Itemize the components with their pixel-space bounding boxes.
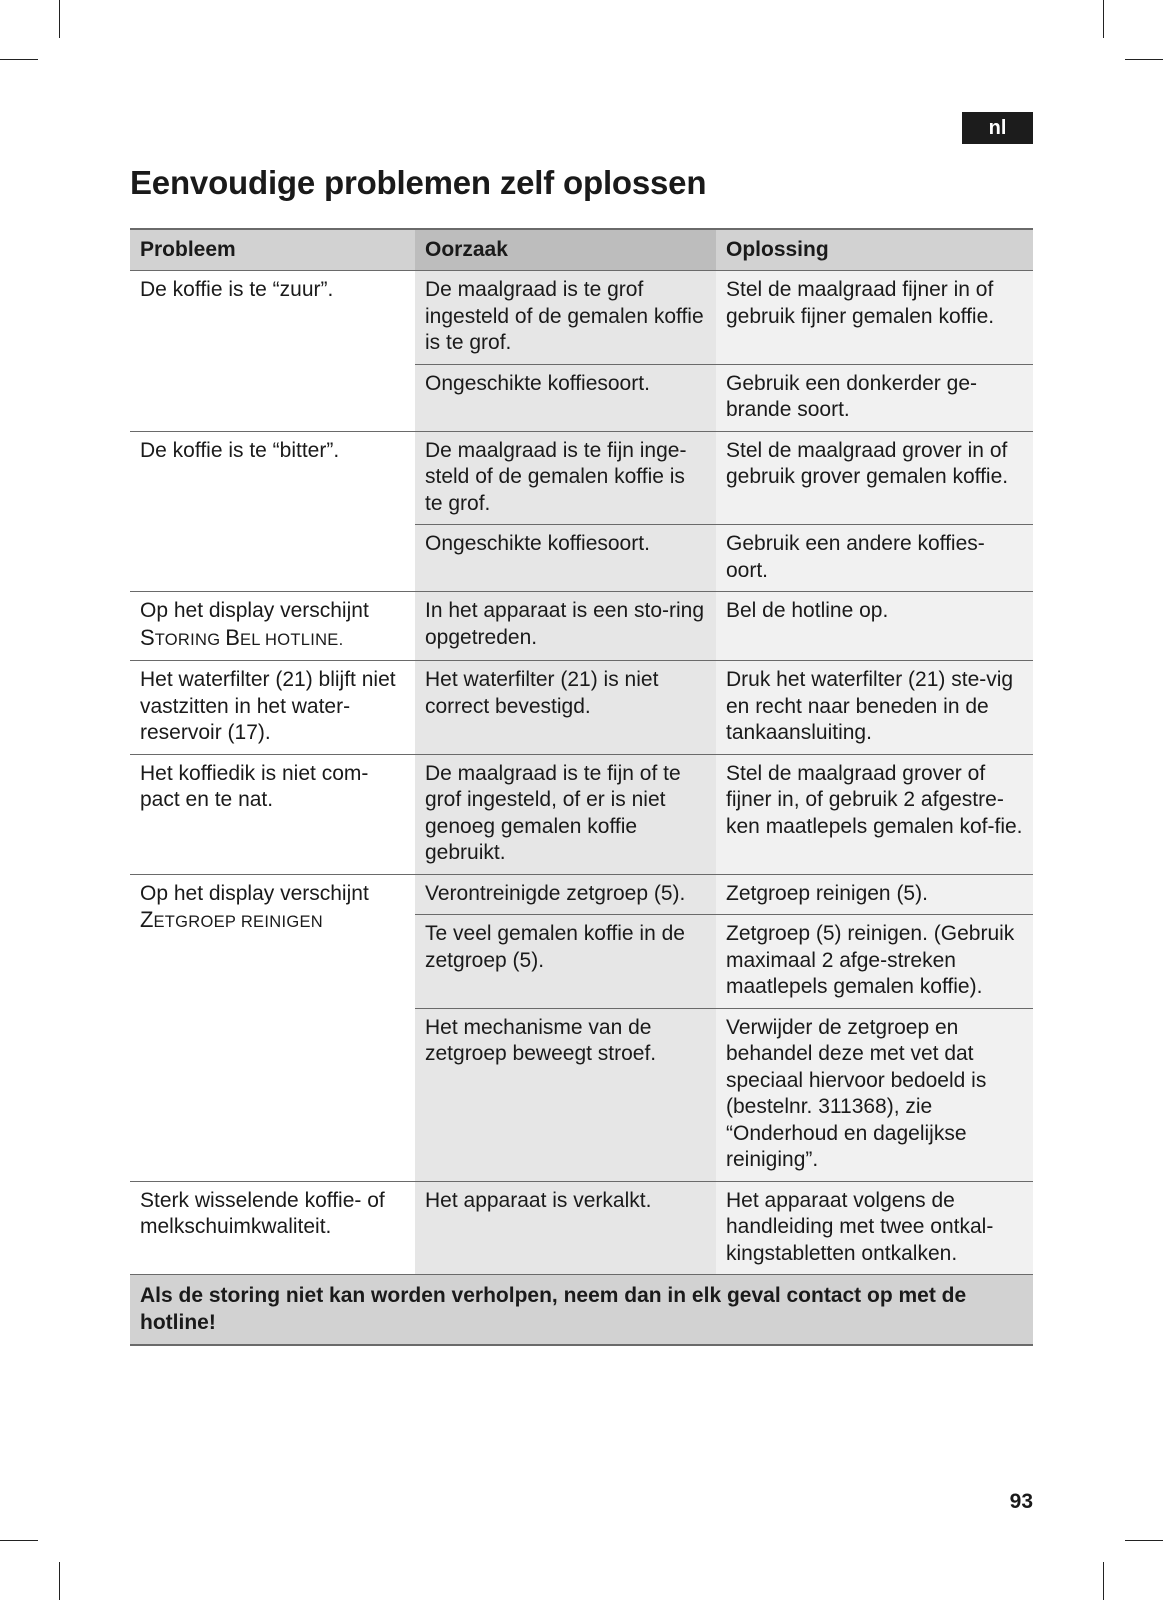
cause-cell: Verontreinigde zetgroep (5). [415,874,716,915]
crop-mark [1103,0,1104,38]
problem-cell: De koffie is te “zuur”. [130,271,415,432]
problem-cell: Het waterfilter (21) blijft niet vastzitten in het water-reservoir (17). [130,661,415,755]
troubleshooting-table [130,228,1033,1346]
solution-cell: Gebruik een donkerder ge-brande soort. [716,364,1033,431]
solution-cell: Zetgroep reinigen (5). [716,874,1033,915]
display-message: STORING BEL HOTLINE. [140,624,344,650]
table-row [130,271,1033,365]
language-badge: nl [962,112,1033,144]
crop-mark [1125,1540,1163,1541]
table-row [130,431,1033,525]
page-number: 93 [1009,1490,1033,1513]
table-row [130,661,1033,755]
solution-cell: Stel de maalgraad grover in of gebruik grover gemalen koffie. [716,431,1033,525]
solution-cell: Verwijder de zetgroep en behandel deze met vet dat speciaal hiervoor bedoeld is (bestelnr. 311368), zie “Onderhoud en dagelijkse reiniging”. [716,1008,1033,1181]
table-header-row [130,229,1033,271]
solution-cell: Stel de maalgraad grover of fijner in, of gebruik 2 afgestre-ken maatlepels gemalen kof-fie. [716,754,1033,874]
problem-cell: Sterk wisselende koffie- of melkschuimkwaliteit. [130,1181,415,1275]
crop-mark [59,0,60,38]
cause-cell: In het apparaat is een sto-ring opgetreden. [415,592,716,661]
solution-cell: Stel de maalgraad fijner in of gebruik fijner gemalen koffie. [716,271,1033,365]
problem-cell [130,592,415,661]
problem-cell [130,874,415,1181]
table-row [130,1181,1033,1275]
solution-cell: Bel de hotline op. [716,592,1033,661]
crop-mark [0,59,38,60]
cause-cell: Te veel gemalen koffie in de zetgroep (5). [415,915,716,1009]
crop-mark [1103,1562,1104,1600]
header-cause: Oorzaak [415,229,716,271]
problem-text: Op het display verschijnt [140,881,369,905]
table-footer-row [130,1275,1033,1346]
header-problem: Probleem [130,229,415,271]
cause-cell: De maalgraad is te fijn inge-steld of de gemalen koffie is te grof. [415,431,716,525]
solution-cell: Het apparaat volgens de handleiding met twee ontkal-kingstabletten ontkalken. [716,1181,1033,1275]
cause-cell: Het waterfilter (21) is niet correct bevestigd. [415,661,716,755]
header-solution: Oplossing [716,229,1033,271]
problem-cell: Het koffiedik is niet com-pact en te nat. [130,754,415,874]
problem-cell: De koffie is te “bitter”. [130,431,415,592]
hotline-note: Als de storing niet kan worden verholpen, neem dan in elk geval contact op met de hotline! [130,1275,1033,1346]
cause-cell: Ongeschikte koffiesoort. [415,525,716,592]
crop-mark [59,1562,60,1600]
crop-mark [0,1540,38,1541]
table-row [130,754,1033,874]
solution-cell: Gebruik een andere koffies-oort. [716,525,1033,592]
crop-mark [1125,59,1163,60]
cause-cell: Het apparaat is verkalkt. [415,1181,716,1275]
problem-text: Op het display verschijnt [140,599,369,622]
solution-cell: Druk het waterfilter (21) ste-vig en recht naar beneden in de tankaansluiting. [716,661,1033,755]
cause-cell: Ongeschikte koffiesoort. [415,364,716,431]
cause-cell: De maalgraad is te fijn of te grof ingesteld, of er is niet genoeg gemalen koffie gebruikt. [415,754,716,874]
cause-cell: Het mechanisme van de zetgroep beweegt stroef. [415,1008,716,1181]
display-message: ZETGROEP REINIGEN [140,907,323,932]
page-title: Eenvoudige problemen zelf oplossen [130,164,707,201]
solution-cell: Zetgroep (5) reinigen. (Gebruik maximaal 2 afge-streken maatlepels gemalen koffie). [716,915,1033,1009]
cause-cell: De maalgraad is te grof ingesteld of de gemalen koffie is te grof. [415,271,716,365]
table-row [130,592,1033,661]
table-row [130,874,1033,915]
